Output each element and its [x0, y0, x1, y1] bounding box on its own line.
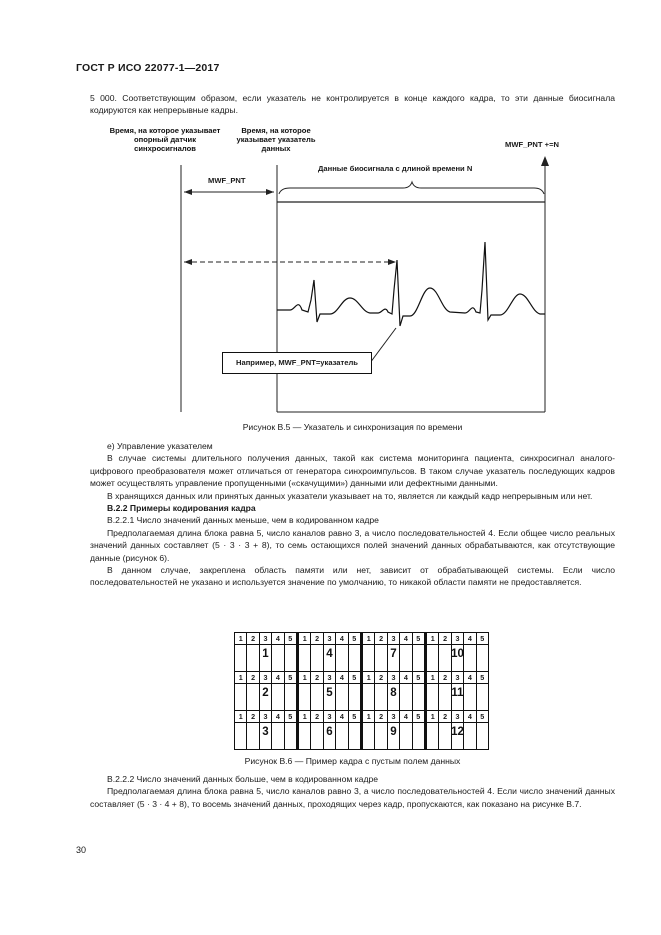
frame-number: 11	[451, 687, 464, 699]
frame-channel-cell: 1	[363, 633, 374, 644]
frame-channel-cell: 4	[464, 633, 475, 644]
frame-channel-cell: 2	[247, 633, 258, 644]
frame-channel-cell: 3	[324, 672, 335, 683]
frame-channel-row	[427, 711, 488, 722]
frame-number: 3	[262, 726, 269, 738]
frame-channel-row	[235, 711, 296, 722]
frame-block	[235, 711, 296, 749]
frame-channel-cell: 4	[272, 672, 283, 683]
intro-paragraph: 5 000. Соответствующим образом, если указатель не контролируется в конце каждого кадра, то эти данные биосигнала кодируются как непрерывные кадры.	[90, 93, 615, 116]
frame-channel-row	[235, 633, 296, 644]
frame-grid	[234, 632, 489, 750]
section-e-paragraph-1: В случае системы длительного получения данных, такой как система мониторинга пациента, синхросигнал аналого-цифрового преобразователя может отличаться от генератора синхроимпульсов. В таком случае указатель последующих кадров может осуществлять управление пропущенными («скачущими») данными или дефектными данными.	[90, 453, 615, 489]
frame-channel-cell: 2	[247, 711, 258, 722]
frame-channel-cell: 5	[477, 672, 488, 683]
section-e-paragraph-2: В хранящихся данных или принятых данных указатели указывает на то, является ли каждый кадр непрерывным или нет.	[107, 490, 593, 501]
frame-channel-cell: 5	[413, 711, 424, 722]
frame-block	[427, 672, 488, 710]
frame-number: 8	[390, 687, 397, 699]
frame-channel-cell: 3	[452, 711, 463, 722]
frame-channel-cell: 4	[400, 711, 411, 722]
frame-channel-row	[299, 711, 360, 722]
frame-number: 10	[451, 648, 464, 660]
label-pointer-time: Время, на которое указывает указатель данных	[236, 126, 316, 153]
frame-channel-cell: 3	[260, 672, 271, 683]
frame-number: 7	[390, 648, 397, 660]
frame-channel-cell: 5	[349, 633, 360, 644]
frame-block	[235, 672, 296, 710]
page-number: 30	[76, 845, 87, 855]
frame-channel-row	[363, 633, 424, 644]
frame-block	[299, 672, 360, 710]
frame-number: 6	[326, 726, 333, 738]
frame-channel-cell: 5	[285, 672, 296, 683]
frame-block	[427, 711, 488, 749]
frame-channel-cell: 3	[324, 633, 335, 644]
frame-block	[299, 711, 360, 749]
section-b222-block	[90, 773, 615, 810]
frame-channel-cell: 1	[363, 711, 374, 722]
frame-channel-cell: 2	[375, 711, 386, 722]
figure-6-caption: Рисунок В.6 — Пример кадра с пустым полем данных	[244, 756, 461, 766]
frame-channel-cell: 3	[324, 711, 335, 722]
frame-number: 5	[326, 687, 333, 699]
frame-channel-cell: 5	[349, 672, 360, 683]
frame-channel-cell: 3	[388, 633, 399, 644]
frame-channel-row	[299, 672, 360, 683]
section-b22-heading: В.2.2 Примеры кодирования кадра	[107, 503, 256, 514]
section-b22-paragraph-1: Предполагаемая длина блока равна 5, число каналов равно 3, а число последовательностей 4. Если общее число реальных значений данных составляет (5 · 3 · 3 + 8), то семь остающихся полей значений данных обрабатываются, как отсутствующие данные (рисунок 6).	[90, 527, 615, 563]
example-callout: Например, MWF_PNT=указатель	[222, 352, 372, 374]
frame-block	[363, 672, 424, 710]
figure-5-caption: Рисунок В.5 — Указатель и синхронизация по времени	[242, 422, 463, 432]
frame-number: 4	[326, 648, 333, 660]
frame-channel-cell: 1	[299, 672, 310, 683]
section-b221-subheading: В.2.2.1 Число значений данных меньше, чем в кодированном кадре	[107, 515, 379, 526]
frame-channel-cell: 1	[235, 711, 246, 722]
section-e-heading: е) Управление указателем	[107, 441, 213, 451]
frame-block	[363, 711, 424, 749]
frame-channel-row	[363, 672, 424, 683]
frame-channel-cell: 4	[400, 633, 411, 644]
frame-number: 9	[390, 726, 397, 738]
frame-channel-cell: 5	[285, 633, 296, 644]
frame-channel-cell: 2	[311, 711, 322, 722]
section-b222-paragraph: Предполагаемая длина блока равна 5, число каналов равно 3, а число последовательностей 4. Если число значений данных составляет (5 · 3 · 4 + 8), то восемь значений данных, проходящих через кадр, пропускаются, как показано на рисунке В.7.	[90, 786, 615, 809]
frame-block	[427, 633, 488, 671]
frame-channel-cell: 5	[413, 633, 424, 644]
frame-channel-cell: 1	[235, 633, 246, 644]
section-b22-paragraph-2: В данном случае, закреплена область памяти или нет, зависит от обрабатывающей системы. Если число последовательностей не указано и используется значение по умолчанию, то никакой области памяти не предоставляется.	[90, 565, 615, 588]
frame-channel-cell: 2	[375, 672, 386, 683]
frame-channel-cell: 4	[272, 633, 283, 644]
frame-channel-cell: 3	[388, 672, 399, 683]
frame-channel-cell: 1	[427, 711, 438, 722]
frame-channel-cell: 3	[260, 711, 271, 722]
document-header: ГОСТ Р ИСО 22077-1—2017	[76, 62, 220, 74]
frame-channel-cell: 4	[400, 672, 411, 683]
frame-channel-cell: 2	[311, 672, 322, 683]
frame-channel-row	[299, 633, 360, 644]
frame-channel-cell: 1	[235, 672, 246, 683]
frame-channel-cell: 3	[260, 633, 271, 644]
frame-channel-cell: 3	[452, 672, 463, 683]
frame-channel-cell: 4	[336, 633, 347, 644]
frame-channel-cell: 4	[336, 711, 347, 722]
frame-channel-row	[427, 672, 488, 683]
frame-channel-cell: 5	[285, 711, 296, 722]
frame-number: 2	[262, 687, 269, 699]
frame-channel-cell: 5	[477, 711, 488, 722]
frame-channel-cell: 4	[272, 711, 283, 722]
frame-channel-cell: 2	[311, 633, 322, 644]
frame-channel-cell: 4	[464, 672, 475, 683]
label-biosignal-data: Данные биосигнала с длиной времени N	[318, 164, 473, 173]
frame-channel-cell: 4	[336, 672, 347, 683]
label-mwf-end: MWF_PNT +=N	[505, 140, 560, 149]
frame-channel-cell: 2	[439, 711, 450, 722]
intro-block	[90, 92, 615, 117]
frame-channel-cell: 5	[413, 672, 424, 683]
frame-channel-cell: 5	[477, 633, 488, 644]
frame-channel-cell: 2	[375, 633, 386, 644]
frame-channel-cell: 2	[439, 672, 450, 683]
frame-channel-cell: 4	[464, 711, 475, 722]
frame-channel-row	[235, 672, 296, 683]
frame-block	[363, 633, 424, 671]
frame-channel-cell: 5	[349, 711, 360, 722]
section-e-block	[90, 440, 615, 589]
frame-channel-cell: 2	[247, 672, 258, 683]
frame-number: 1	[262, 648, 269, 660]
frame-block	[299, 633, 360, 671]
figure-pointer-sync	[100, 120, 620, 420]
frame-channel-cell: 1	[299, 711, 310, 722]
section-b222-subheading: В.2.2.2 Число значений данных больше, чем в кодированном кадре	[107, 774, 379, 784]
frame-channel-cell: 1	[363, 672, 374, 683]
frame-block	[235, 633, 296, 671]
frame-number: 12	[451, 726, 464, 738]
frame-channel-row	[427, 633, 488, 644]
frame-channel-cell: 3	[388, 711, 399, 722]
frame-channel-cell: 2	[439, 633, 450, 644]
label-mwf-pnt: MWF_PNT	[208, 176, 246, 185]
label-reference-time: Время, на которое указывает опорный датчик синхросигналов	[109, 126, 221, 153]
frame-channel-cell: 1	[427, 672, 438, 683]
frame-channel-row	[363, 711, 424, 722]
frame-channel-cell: 1	[427, 633, 438, 644]
frame-channel-cell: 3	[452, 633, 463, 644]
frame-channel-cell: 1	[299, 633, 310, 644]
